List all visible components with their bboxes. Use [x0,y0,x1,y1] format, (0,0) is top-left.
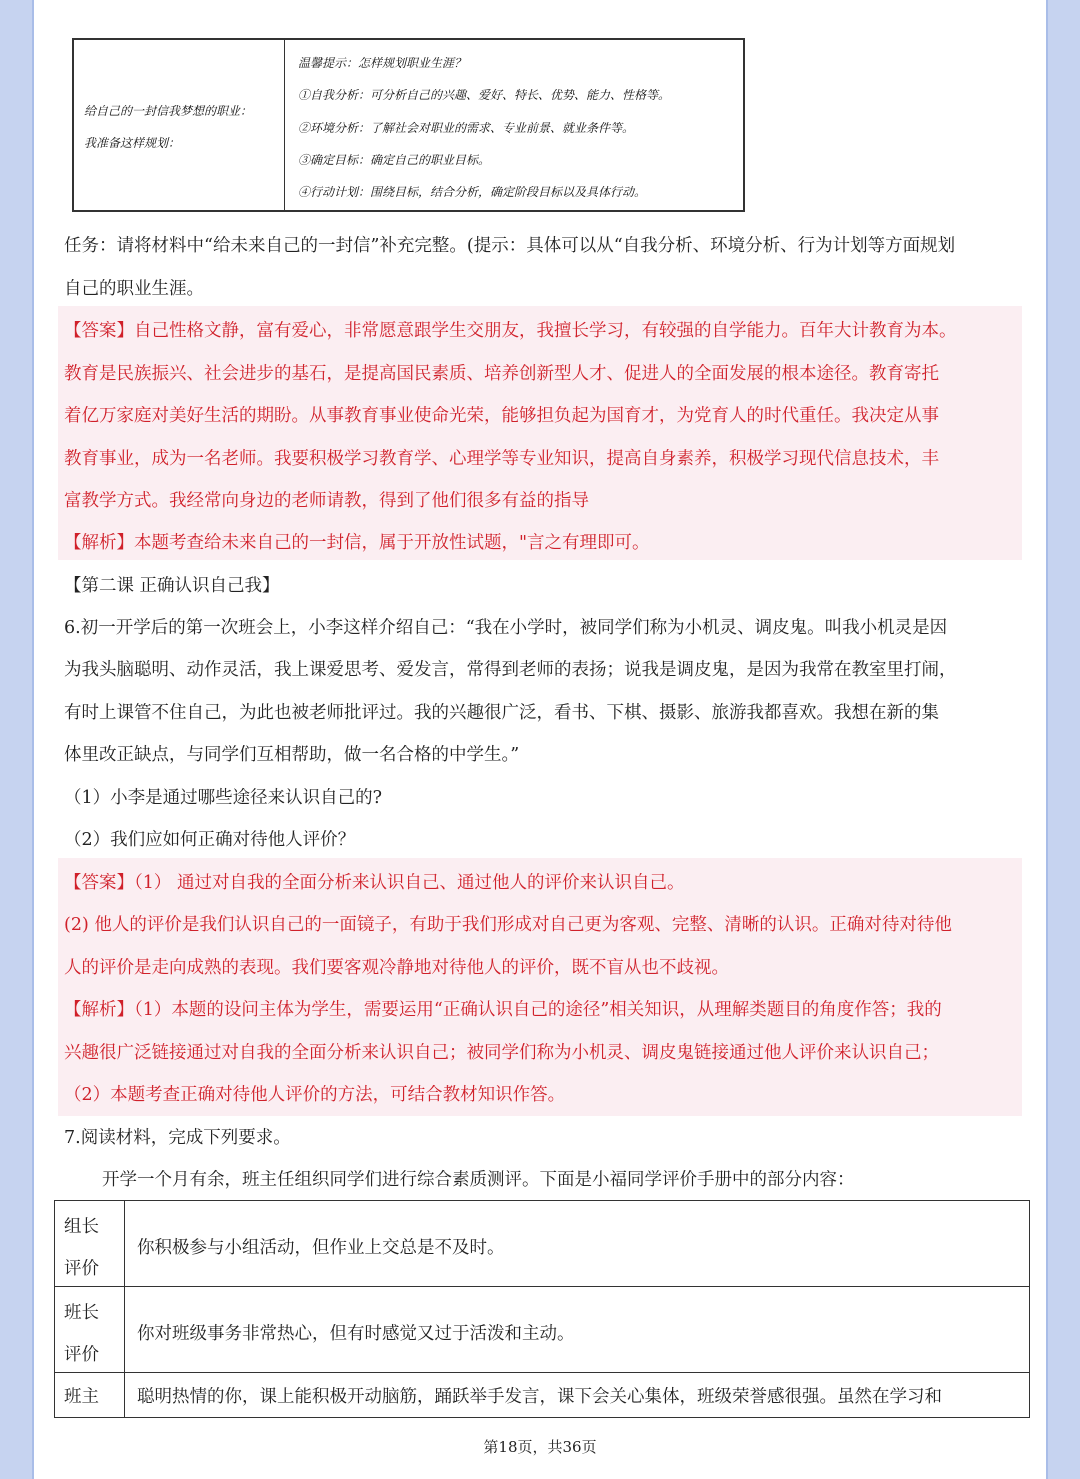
career-plan-left-cell [74,40,285,210]
career-plan-left-line: 给自己的一封信我梦想的职业： [84,104,253,118]
tips-item: ②环境分析：了解社会对职业的需求、专业前景、就业条件等。 [298,121,635,135]
tips-item: ③确定目标：确定自己的职业目标。 [298,153,491,167]
evaluation-label-line: 组长 [64,1217,99,1237]
task-line: 自己的职业生涯。 [64,279,204,299]
task-line: 任务：请将材料中“给未来自己的一封信”补充完整。(提示：具体可以从“自我分析、环境分析、行为计划等方面规划 [64,236,956,256]
evaluation-row [55,1287,1029,1373]
answer5-line: 【答案】自己性格文静，富有爱心，非常愿意跟学生交朋友，我擅长学习，有较强的自学能力。百年大计教育为本。 [64,321,957,341]
evaluation-content: 聪明热情的你，课上能积极开动脑筋，踊跃举手发言，课下会关心集体，班级荣誉感很强。虽然在学习和 [137,1387,942,1407]
evaluation-row [55,1201,1029,1287]
evaluation-label [55,1201,125,1286]
answer6-analysis: 【解析】（1）本题的设问主体为学生，需要运用“正确认识自己的途径”相关知识，从理解类题目的角度作答；我的 [64,1000,942,1020]
answer6-analysis: （2）本题考查正确对待他人评价的方法，可结合教材知识作答。 [64,1085,566,1105]
tips-title: 温馨提示：怎样规划职业生涯？ [298,56,467,70]
evaluation-label-line: 评价 [64,1345,99,1365]
answer5-line: 着亿万家庭对美好生活的期盼。从事教育事业使命光荣，能够担负起为国育才，为党育人的时代重任。我决定从事 [64,406,939,426]
tips-item: ④行动计划：围绕目标，结合分析，确定阶段目标以及具体行动。 [298,185,647,199]
question7-line: 开学一个月有余，班主任组织同学们进行综合素质测评。下面是小福同学评价手册中的部分内容： [102,1170,855,1190]
answer5-box [58,306,1022,560]
answer5-line: 教育事业，成为一名老师。我要积极学习教育学、心理学等专业知识，提高自身素养，积极学习现代信息技术，丰 [64,449,939,469]
answer5-line: 教育是民族振兴、社会进步的基石，是提高国民素质、培养创新型人才、促进人的全面发展的根本途径。教育寄托 [64,364,939,384]
career-plan-tips-cell [298,40,743,210]
question7-line: 7.阅读材料，完成下列要求。 [64,1128,291,1148]
page-number-footer: 第18页，共36页 [483,1438,597,1456]
question6-line: 体里改正缺点，与同学们互相帮助，做一名合格的中学生。” [64,745,520,765]
evaluation-content: 你对班级事务非常热心，但有时感觉又过于活泼和主动。 [137,1324,575,1344]
question6-line: 6.初一开学后的第一次班会上，小李这样介绍自己：“我在小学时，被同学们称为小机灵、调皮鬼。叫我小机灵是因 [64,618,948,638]
lesson-heading: 【第二课 正确认识自己我】 [64,576,280,596]
career-plan-table [72,38,745,212]
tips-item: ①自我分析：可分析自己的兴趣、爱好、特长、优势、能力、性格等。 [298,88,671,102]
document-page [32,0,1048,1479]
answer6-box [58,858,1022,1116]
answer6-line: 【答案】（1） 通过对自我的全面分析来认识自己、通过他人的评价来认识自己。 [64,873,685,893]
question6-line: 为我头脑聪明、动作灵活，我上课爱思考、爱发言，常得到老师的表扬；说我是调皮鬼，是因为我常在教室里打闹， [64,660,957,680]
answer6-line: 人的评价是走向成熟的表现。我们要客观冷静地对待他人的评价，既不盲从也不歧视。 [64,958,729,978]
question6-sub: （2）我们应如何正确对待他人评价？ [64,830,356,850]
answer5-line: 富教学方式。我经常向身边的老师请教，得到了他们很多有益的指导 [64,491,589,511]
evaluation-label [55,1373,125,1417]
question6-sub: （1）小李是通过哪些途径来认识自己的? [64,788,383,808]
answer6-analysis: 兴趣很广泛链接通过对自我的全面分析来认识自己；被同学们称为小机灵、调皮鬼链接通过他人评价来认识自己； [64,1043,939,1063]
answer5-analysis: 【解析】本题考查给未来自己的一封信，属于开放性试题，"言之有理即可。 [64,533,650,553]
evaluation-row [55,1373,1029,1417]
evaluation-label [55,1287,125,1372]
answer6-line: (2) 他人的评价是我们认识自己的一面镜子，有助于我们形成对自己更为客观、完整、清晰的认识。正确对待对待他 [64,915,952,935]
evaluation-label-line: 班长 [64,1303,99,1323]
question6-line: 有时上课管不住自己，为此也被老师批评过。我的兴趣很广泛，看书、下棋、摄影、旅游我都喜欢。我想在新的集 [64,703,939,723]
evaluation-table [54,1200,1030,1418]
career-plan-left-line: 我准备这样规划： [84,136,181,150]
evaluation-label-line: 评价 [64,1259,99,1279]
evaluation-label-line: 班主 [64,1387,99,1407]
evaluation-content: 你积极参与小组活动，但作业上交总是不及时。 [137,1238,505,1258]
